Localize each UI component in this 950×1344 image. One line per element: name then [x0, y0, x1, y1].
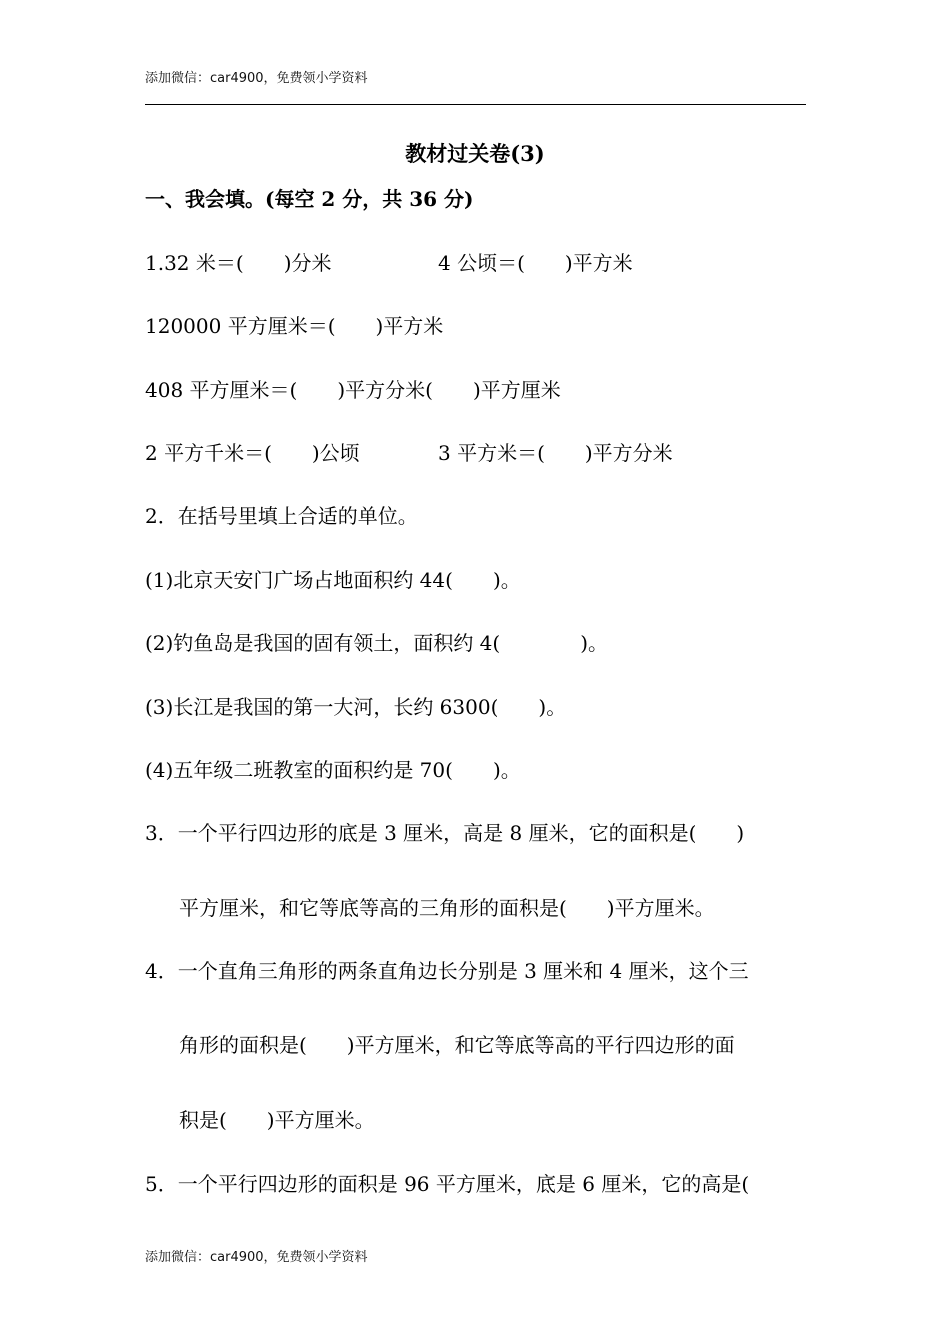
- q3-line-1: 3．一个平行四边形的底是 3 厘米，高是 8 厘米，它的面积是( ): [145, 821, 745, 845]
- q1-item-e: 2 平方千米＝( )公顷: [145, 441, 360, 465]
- q1-item-c: 120000 平方厘米＝( )平方米: [145, 314, 444, 338]
- q1-item-b: 4 公顷＝( )平方米: [438, 251, 633, 275]
- q2-stem: 2．在括号里填上合适的单位。: [145, 504, 418, 528]
- q2-item-4: (4)五年级二班教室的面积约是 70( )。: [145, 758, 521, 782]
- q2-item-3: (3)长江是我国的第一大河，长约 6300( )。: [145, 695, 567, 719]
- header-rule: [145, 104, 806, 105]
- q5-line-1: 5．一个平行四边形的面积是 96 平方厘米，底是 6 厘米，它的高是(: [145, 1172, 750, 1196]
- q1-item-d: 408 平方厘米＝( )平方分米( )平方厘米: [145, 378, 561, 402]
- q4-line-2: 角形的面积是( )平方厘米，和它等底等高的平行四边形的面: [179, 1033, 735, 1057]
- q1-item-a: 1.32 米＝( )分米: [145, 251, 332, 275]
- q3-line-2: 平方厘米，和它等底等高的三角形的面积是( )平方厘米。: [179, 896, 715, 920]
- q2-item-1: (1)北京天安门广场占地面积约 44( )。: [145, 568, 521, 592]
- page-title: 教材过关卷(3): [405, 141, 545, 166]
- q4-line-3: 积是( )平方厘米。: [179, 1108, 375, 1132]
- page-footer: 添加微信：car4900，免费领小学资料: [145, 1250, 368, 1265]
- page-header: 添加微信：car4900，免费领小学资料: [145, 71, 368, 86]
- section-heading: 一、我会填。(每空 2 分，共 36 分): [145, 187, 474, 211]
- q2-item-2: (2)钓鱼岛是我国的固有领土，面积约 4( )。: [145, 631, 609, 655]
- q1-item-f: 3 平方米＝( )平方分米: [438, 441, 673, 465]
- q4-line-1: 4．一个直角三角形的两条直角边长分别是 3 厘米和 4 厘米，这个三: [145, 959, 749, 983]
